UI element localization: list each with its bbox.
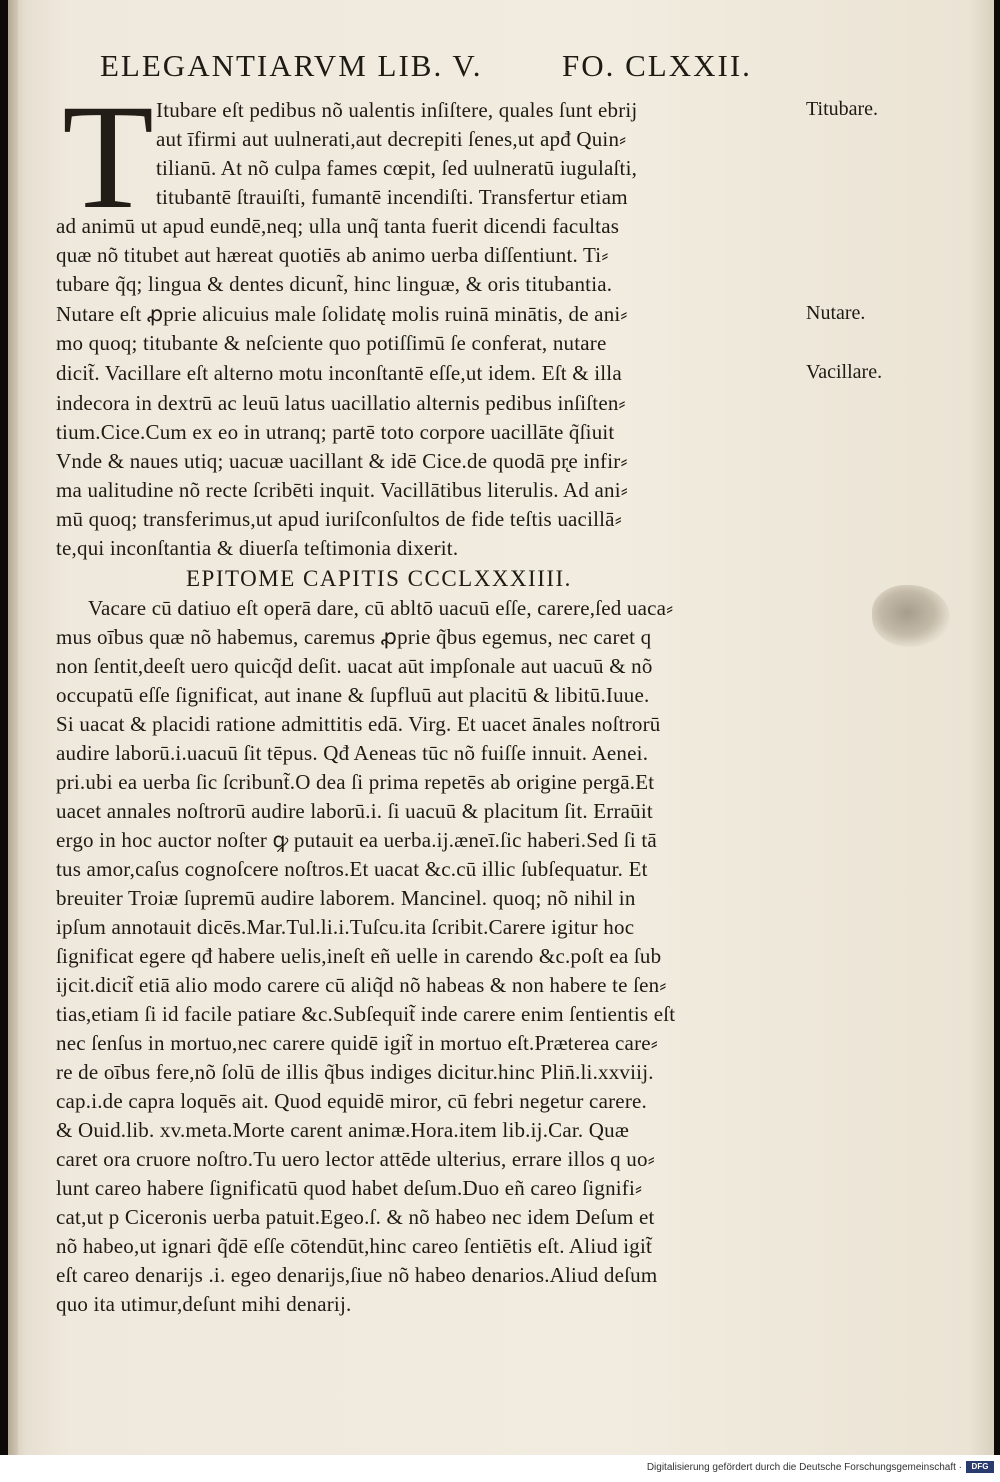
text-line: Si uacat & placidi ratione admittitis edā. Virg. Et uacet ānales noſtrorū <box>56 712 661 736</box>
text-line: ad animū ut apud eundē,neq; ulla unq̃ tanta fuerit dicendi facultas <box>56 214 620 238</box>
text-line: uacet annales noſtrorū audire laborū.i. ſi uacuū & placitum ſit. Erraūit <box>56 799 653 823</box>
text-line: Itubare eſt pedibus nõ ualentis inſiſtere, quales ſunt ebrij <box>156 98 638 122</box>
text-line: ma ualitudine nõ recte ſcribēti inquit. Vacillātibus literulis. Ad ani⸗ <box>56 478 628 502</box>
text-line: quo ita utimur,deſunt mihi denarij. <box>56 1292 352 1316</box>
dfg-logo: DFG <box>966 1461 994 1473</box>
text-line: lunt careo habere ſignificatū quod habet deſum.Duo eñ careo ſignifi⸗ <box>56 1176 643 1200</box>
text-line: titubantē ſtrauiſti, fumantē incendiſti. Transfertur etiam <box>156 185 628 209</box>
text-line: tium.Cice.Cum ex eo in utranq; partē toto corpore uacillāte q̃ſiuit <box>56 420 615 444</box>
text-line: Nutare eſt ꝓprie alicuius male ſolidatę molis ruinā minātis, de ani⸗ <box>56 302 628 326</box>
text-line: cap.i.de capra loquēs ait. Quod equidē miror, cū febri negetur carere. <box>56 1089 647 1113</box>
text-line: nec ſenſus in mortuo,nec carere quidē igit̃ in mortuo eſt.Præterea care⸗ <box>56 1031 658 1055</box>
text-line: tubare q̃q; lingua & dentes dicunt̃, hinc linguæ, & oris titubantia. <box>56 272 613 296</box>
text-line: tilianū. At nõ culpa fames cœpit, ſed uulneratū iugulaſti, <box>156 156 638 180</box>
folio-number: FO. CLXXII. <box>562 48 752 83</box>
text-line: audire laborū.i.uacuū ſit tēpus. Qđ Aeneas tūc nõ fuiſſe innuit. Aenei. <box>56 741 649 765</box>
text-line: pri.ubi ea uerba ſic ſcribunt̃.O dea ſi prima repetēs ab origine pergā.Et <box>56 770 655 794</box>
text-line: tus amor,caſus cognoſcere noſtros.Et uacat &c.cū illic ſubſequatur. Et <box>56 857 648 881</box>
marginal-note: Titubare. <box>806 98 879 120</box>
text-line: quæ nõ titubet aut hæreat quotiēs ab animo uerba diſſentiunt. Ti⸗ <box>56 243 609 267</box>
page-stain <box>872 585 950 647</box>
text-line: te,qui inconſtantia & diuerſa teſtimonia dixerit. <box>56 536 459 560</box>
text-line: mū quoq; transferimus,ut apud iuriſconſultos de fide teſtis uacillā⸗ <box>56 507 622 531</box>
text-line: indecora in dextrū ac leuū latus uacillatio alternis pedibus inſiſten⸗ <box>56 391 626 415</box>
text-line: dicit̃. Vacillare eſt alterno motu inconſtantē eſſe,ut idem. Eſt & illa <box>56 361 622 385</box>
text-line: re de oībus fere,nõ ſolū de illis q̃bus indiges dicitur.hinc Plin̄.li.xxviij. <box>56 1060 654 1084</box>
text-line: & Ouid.lib. xv.meta.Morte carent animæ.Hora.item lib.ij.Car. Quæ <box>56 1118 630 1142</box>
text-line: aut īfirmi aut uulnerati,aut decrepiti ſenes,ut apđ Quin⸗ <box>156 127 627 151</box>
text-line: ergo in hoc auctor noſter ꝙ putauit ea uerba.ij.æneī.ſic haberi.Sed ſi tā <box>56 828 657 852</box>
marginal-note: Vacillare. <box>806 361 883 383</box>
text-line: tias,etiam ſi id facile patiare &c.Subſequit̃ inde carere enim ſentientis eſt <box>56 1002 676 1026</box>
page-gutter <box>8 0 18 1455</box>
text-line: Vnde & naues utiq; uacuæ uacillant & idē Cice.de quodā pr̨e infir⸗ <box>56 449 628 473</box>
text-line: cat,ut p Ciceronis uerba patuit.Egeo.ſ. & nõ habeo nec idem Deſum et <box>56 1205 655 1229</box>
funding-credit: Digitalisierung gefördert durch die Deutsche Forschungsgemeinschaft · <box>646 1462 962 1473</box>
drop-cap-initial: T <box>62 98 154 216</box>
text-line: eſt careo denarijs .i. egeo denarijs,ſiue nõ habeo denarios.Aliud deſum <box>56 1263 658 1287</box>
text-line: nõ habeo,ut ignari q̃dē eſſe cōtendūt,hinc careo ſentiētis eſt. Aliud igit̃ <box>56 1234 653 1258</box>
text-line: occupatū eſſe ſignificat, aut inane & ſupfluū aut placitū & libitū.Iuue. <box>56 683 650 707</box>
text-line: breuiter Troiæ ſupremū audire laborem. Mancinel. quoq; nõ nihil in <box>56 886 636 910</box>
text-line: ipſum annotauit dicēs.Mar.Tul.li.i.Tuſcu.ita ſcribit.Carere igitur hoc <box>56 915 635 939</box>
text-line: caret ora cruore noſtro.Tu uero lector attēde ulterius, errare illos q uo⸗ <box>56 1147 655 1171</box>
text-line: ijcit.dicit̃ etiā alio modo carere cū aliq̃d nõ habeas & non habere te ſen⸗ <box>56 973 667 997</box>
text-line: non ſentit,deeſt uero quicq̃d deſit. uacat aūt impſonale aut uacuū & nõ <box>56 654 653 678</box>
text-line: mus oībus quæ nõ habemus, caremus ꝓprie q̃bus egemus, nec caret q <box>56 625 652 649</box>
marginal-note: Nutare. <box>806 302 866 324</box>
text-line: ſignificat egere qđ habere uelis,ineſt eñ uelle in carendo &c.poſt ea ſub <box>56 944 662 968</box>
running-head: ELEGANTIARVM LIB. V. <box>100 48 483 83</box>
section-heading: EPITOME CAPITIS CCCLXXXIIII. <box>186 566 572 591</box>
text-line: Vacare cū datiuo eſt operā dare, cū abltō uacuū eſſe, carere,ſed uaca⸗ <box>88 596 674 620</box>
text-line: mo quoq; titubante & neſciente quo potiſſimū ſe conferat, nutare <box>56 331 607 355</box>
